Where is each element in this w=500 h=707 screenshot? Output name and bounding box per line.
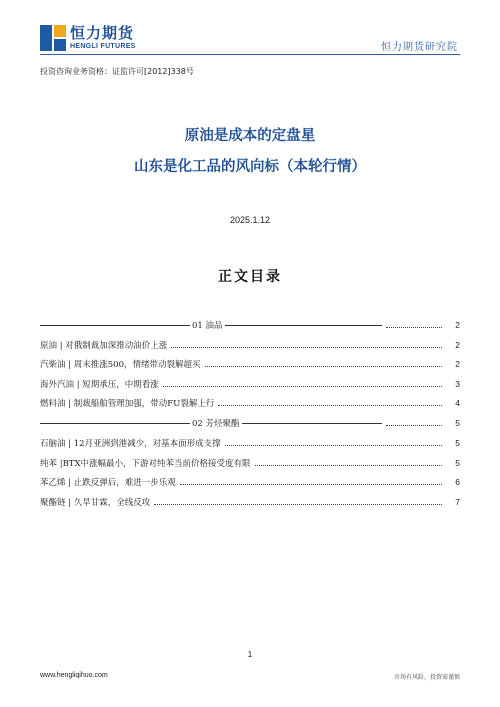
toc-entry[interactable] (40, 495, 460, 509)
toc-section-label: 02 芳烃聚酯 (192, 419, 240, 429)
logo-english-name: HENGLI FUTURES (70, 43, 136, 50)
toc-page-number: 4 (455, 398, 460, 408)
report-date: 2025.1.12 (229, 215, 271, 225)
toc-page-number: 5 (455, 418, 460, 428)
toc-page-number: 6 (455, 477, 460, 487)
toc-section-aromatics[interactable] (40, 416, 460, 430)
toc-page-number: 2 (455, 320, 460, 330)
logo-mark-icon (40, 25, 66, 51)
toc-entry[interactable] (40, 357, 460, 371)
toc-page-number: 2 (455, 340, 460, 350)
toc-page-number: 2 (455, 359, 460, 369)
page-header (0, 0, 500, 56)
toc-page-number: 5 (455, 438, 460, 448)
toc-heading: 正文目录 (218, 269, 282, 285)
toc-entry-text: 苯乙烯 | 止跌反弹后，难进一步乐观 (40, 478, 176, 488)
footer-risk-disclaimer: 市场有风险，投资需谨慎 (393, 674, 460, 681)
company-logo (40, 24, 136, 52)
toc-entry-text: 聚酯链 | 久旱甘霖，全线反攻 (40, 498, 151, 508)
qualification-text: 投资咨询业务资格：证监许可[2012]338号 (40, 67, 194, 76)
toc-page-number: 3 (455, 379, 460, 389)
toc-entry-text: 纯苯 |BTX中涨幅最小，下游对纯苯当前价格接受度有限 (40, 459, 251, 469)
footer-website-link[interactable]: www.hengliqihuo.com (40, 672, 108, 679)
toc-entry[interactable] (40, 436, 460, 450)
toc-entry-text: 石脑油 | 12月亚洲到港减少，对基本面形成支撑 (40, 439, 221, 449)
toc-entry[interactable] (40, 475, 460, 489)
toc-entry[interactable] (40, 456, 460, 470)
toc-entry-text: 海外汽油 | 短期承压，中期看涨 (40, 380, 159, 390)
toc-entry[interactable] (40, 338, 460, 352)
toc-entry-text: 原油 | 对俄制裁加深推动油价上涨 (40, 341, 168, 351)
toc-entry-text: 燃料油 | 制裁船舶管理加强，带动FU裂解上行 (40, 399, 215, 409)
header-divider (40, 54, 460, 55)
report-title-line-2: 山东是化工品的风向标（本轮行情） (134, 159, 366, 175)
toc-page-number: 5 (455, 458, 460, 468)
toc-section-label: 01 油品 (192, 321, 223, 331)
toc-section-oil[interactable] (40, 318, 460, 332)
logo-chinese-name: 恒力期货 (70, 24, 135, 42)
report-title-line-1: 原油是成本的定盘星 (184, 128, 316, 144)
institute-name: 恒力期货研究院 (381, 42, 458, 53)
toc-page-number: 7 (455, 497, 460, 507)
toc-entry-text: 汽柴油 | 周末推涨500，情绪带动裂解超买 (40, 360, 201, 370)
footer-page-number: 1 (247, 650, 253, 659)
toc-entry[interactable] (40, 396, 460, 410)
toc-entry[interactable] (40, 377, 460, 391)
